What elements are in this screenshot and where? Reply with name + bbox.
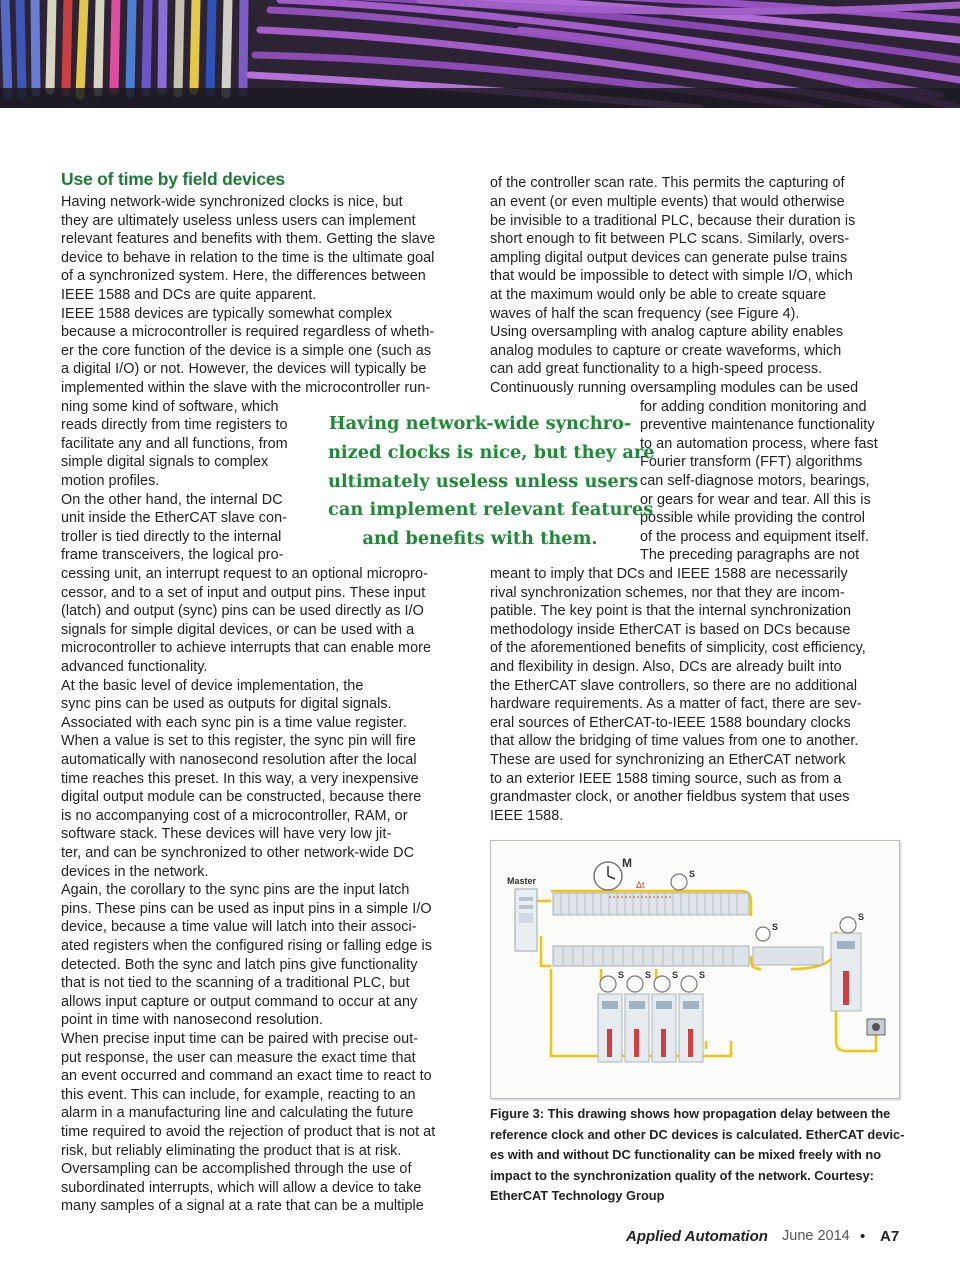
slave-clock-icon [627,976,643,992]
body-text-line: rival synchronization schemes, nor that they are incom- [490,585,845,601]
body-text-line: motion profiles. [61,473,160,489]
body-text-line: detected. Both the sync and latch pins give functionality [61,957,418,973]
body-text-line: time required to avoid the rejection of product that is not at [61,1124,436,1140]
body-text-line: The preceding paragraphs are not [640,547,860,563]
body-text-line: ter, and can be synchronized to other network-wide DC [61,845,415,861]
slave-clock-icon [756,927,770,941]
caption-line: Figure 3: This drawing shows how propagation delay between the [490,1106,891,1121]
body-text-line: for adding condition monitoring and [640,399,867,415]
body-text-line: time reaches this preset. In this way, a very inexpensive [61,771,419,787]
body-text-line: is no accompanying cost of a microcontroller, RAM, or [61,808,408,824]
body-text-line: to an exterior IEEE 1588 timing source, such as from a [490,771,842,787]
body-text-line: cessing unit, an interrupt request to an optional micropro- [61,566,428,582]
body-text-line: devices in the network. [61,864,209,880]
body-text-line: Using oversampling with analog capture ability enables [490,324,844,340]
body-text-line: device, because a time value will latch into their associ- [61,919,417,935]
slave-clock-icon [600,976,616,992]
body-text-line: methodology inside EtherCAT is based on DCs because [490,622,851,638]
body-text-line: point in time with nanosecond resolution. [61,1012,324,1028]
caption-line: EtherCAT Technology Group [490,1188,665,1203]
body-text-line: of the aforementioned benefits of simplicity, cost efficiency, [490,640,866,656]
body-text-line: Oversampling can be accomplished through the use of [61,1161,412,1177]
slave-clock-label: S [618,970,625,980]
body-text-line: reads directly from time registers to [61,417,288,433]
terminal-rail-right [753,947,823,965]
footer-publication: Applied Automation [626,1228,768,1245]
body-text-line: can self-diagnose motors, bearings, [640,473,870,489]
body-text-line: eral sources of EtherCAT-to-IEEE 1588 boundary clocks [490,715,851,731]
pull-quote-line: and benefits with them. [362,528,598,550]
body-text-line: risk, but reliably eliminating the product that is at risk. [61,1143,402,1159]
pull-quote-line: ultimately useless unless users [328,470,639,492]
body-text-line: that allow the bridging of time values from one to another. [490,733,859,749]
caption-line: es with and without DC functionality can be mixed freely with no [490,1147,882,1162]
master-label: Master [507,876,537,886]
delta-t-label: Δt [636,880,645,890]
pull-quote-line: can implement relevant features [328,499,654,521]
body-text-line: On the other hand, the internal DC [61,492,283,508]
body-text-line: of the process and equipment itself. [640,529,869,545]
body-text-line: hardware requirements. As a matter of fact, there are sev- [490,696,862,712]
pull-quote-line: Having network-wide synchro- [328,413,632,434]
body-text-line: an event occurred and command an exact time to react to [61,1068,432,1084]
body-text-line: many samples of a signal at a rate that can be a multiple [61,1198,424,1214]
body-text-line: Continuously running oversampling modules can be used [490,380,859,396]
body-text-line: These are used for synchronizing an EtherCAT network [490,752,846,768]
body-text-line: to an automation process, where fast [640,436,878,452]
body-text-line: alarm in a manufacturing line and calculating the future [61,1105,414,1121]
slave-clock-label: S [645,970,652,980]
pull-quote [328,410,655,554]
slave-clock-label: S [772,922,779,932]
body-text-line: analog modules to capture or create waveforms, which [490,343,842,359]
slave-clock-label: S [672,970,679,980]
body-text-line: preventive maintenance functionality [640,417,875,433]
body-text-line: IEEE 1588 devices are typically somewhat complex [61,306,393,322]
figure-caption [490,1104,905,1207]
body-text-line: relevant features and benefits with them. Getting the slave [61,231,436,247]
body-text-line: that is not tied to the scanning of a traditional PLC, but [61,975,410,991]
body-text-line: microcontroller to achieve interrupts that can enable more [61,640,432,656]
caption-line: impact to the synchronization quality of the network. Courtesy: [490,1167,874,1183]
slave-clock-icon [654,976,670,992]
cable-photo-banner [0,0,960,108]
body-text-line: digital output module can be constructed, because there [61,789,422,805]
slave-clock-label: S [858,912,865,922]
body-text-line: pins. These pins can be used as input pins in a simple I/O [61,901,432,917]
caption-line: reference clock and other DC devices is calculated. EtherCAT devic- [490,1126,905,1142]
body-text-line: of a synchronized system. Here, the differences between [61,268,426,284]
body-text-line: short enough to fit between PLC scans. Similarly, overs- [490,231,850,247]
figure-3-diagram [490,840,900,1099]
body-text-line: allows input capture or output command to occur at any [61,994,418,1010]
body-text-line: IEEE 1588 and DCs are quite apparent. [61,287,317,303]
slave-clock-label: S [699,970,706,980]
body-text-line: can add great functionality to a high-speed process. [490,361,823,377]
body-text-line: Again, the corollary to the sync pins are the input latch [61,882,410,898]
body-text-line: (latch) and output (sync) pins can be used directly as I/O [61,603,424,619]
body-text-line: put response, the user can measure the exact time that [61,1050,416,1066]
body-text-line: cessor, and to a set of input and output pins. These input [61,585,426,601]
body-text-line: sync pins can be used as outputs for digital signals. [61,696,392,712]
body-text-line: frame transceivers, the logical pro- [61,547,284,563]
body-text-line: ated registers when the configured rising or falling edge is [61,938,432,954]
footer-date: June 2014 [782,1228,850,1244]
body-text-line: automatically with nanosecond resolution after the local [61,752,417,768]
body-text-line: When precise input time can be paired with precise out- [61,1031,419,1047]
body-text-line: advanced functionality. [61,659,208,675]
body-text-line: waves of half the scan frequency (see Figure 4). [490,306,800,322]
body-text-line: er the core function of the device is a simple one (such as [61,343,432,359]
section-heading: Use of time by field devices [61,169,285,189]
body-text-line: implemented within the slave with the microcontroller run- [61,380,431,396]
body-text-line: ning some kind of software, which [61,399,279,415]
body-text-line: they are ultimately useless unless users can implement [61,213,416,229]
body-text-line: meant to imply that DCs and IEEE 1588 are necessarily [490,566,848,582]
body-text-line: signals for simple digital devices, or can be used with a [61,622,415,638]
body-text-line: troller is tied directly to the internal [61,529,282,545]
body-text-line: Fourier transform (FFT) algorithms [640,454,863,470]
body-text-line: subordinated interrupts, which will allow a device to take [61,1180,422,1196]
slave-clock-icon [671,874,687,890]
body-text-line: or gears for wear and tear. All this is [640,492,871,508]
body-text-line: possible while providing the control [640,510,865,526]
body-text-line: When a value is set to this register, the sync pin will fire [61,733,416,749]
slave-clock-icon [840,917,856,933]
body-text-line: and flexibility in design. Also, DCs are already built into [490,659,842,675]
pull-quote-line: nized clocks is nice, but they are [328,441,655,463]
body-text-line: device to behave in relation to the time is the ultimate goal [61,250,435,266]
body-text-line: be invisible to a traditional PLC, because their duration is [490,213,856,229]
terminal-rail-top [553,893,749,915]
terminal-rail-middle [553,946,749,966]
servo-drive-group [598,994,703,1062]
footer-page-number: A7 [880,1228,900,1245]
body-text-line: an event (or even multiple events) that would otherwise [490,194,845,210]
body-text-line: because a microcontroller is required regardless of wheth- [61,324,435,340]
body-text-line: simple digital signals to complex [61,454,269,470]
body-text-line: of the controller scan rate. This permits the capturing of [490,175,845,191]
body-text-line: at the maximum would only be able to create square [490,287,827,303]
body-text-line: that would be impossible to detect with simple I/O, which [490,268,853,284]
body-text-line: IEEE 1588. [490,808,564,824]
footer-bullet: • [860,1228,866,1245]
body-text-line: patible. The key point is that the internal synchronization [490,603,852,619]
body-text-line: this event. This can include, for example, reacting to an [61,1087,416,1103]
body-text-line: Associated with each sync pin is a time value register. [61,715,407,731]
slave-clock-icon [681,976,697,992]
body-text-line: a digital I/O) or not. However, the devices will typically be [61,361,427,377]
reference-clock-label: M [622,856,632,870]
body-text-line: facilitate any and all functions, from [61,436,288,452]
body-text-line: At the basic level of device implementation, the [61,678,364,694]
slave-clock-label: S [689,869,696,879]
body-text-line: Having network-wide synchronized clocks is nice, but [61,194,403,210]
body-text-line: unit inside the EtherCAT slave con- [61,510,287,526]
body-text-line: grandmaster clock, or another fieldbus system that uses [490,789,850,805]
body-text-line: the EtherCAT slave controllers, so there are no additional [490,678,858,694]
body-text-line: ampling digital output devices can generate pulse trains [490,250,848,266]
body-text-line: software stack. These devices will have very low jit- [61,826,392,842]
